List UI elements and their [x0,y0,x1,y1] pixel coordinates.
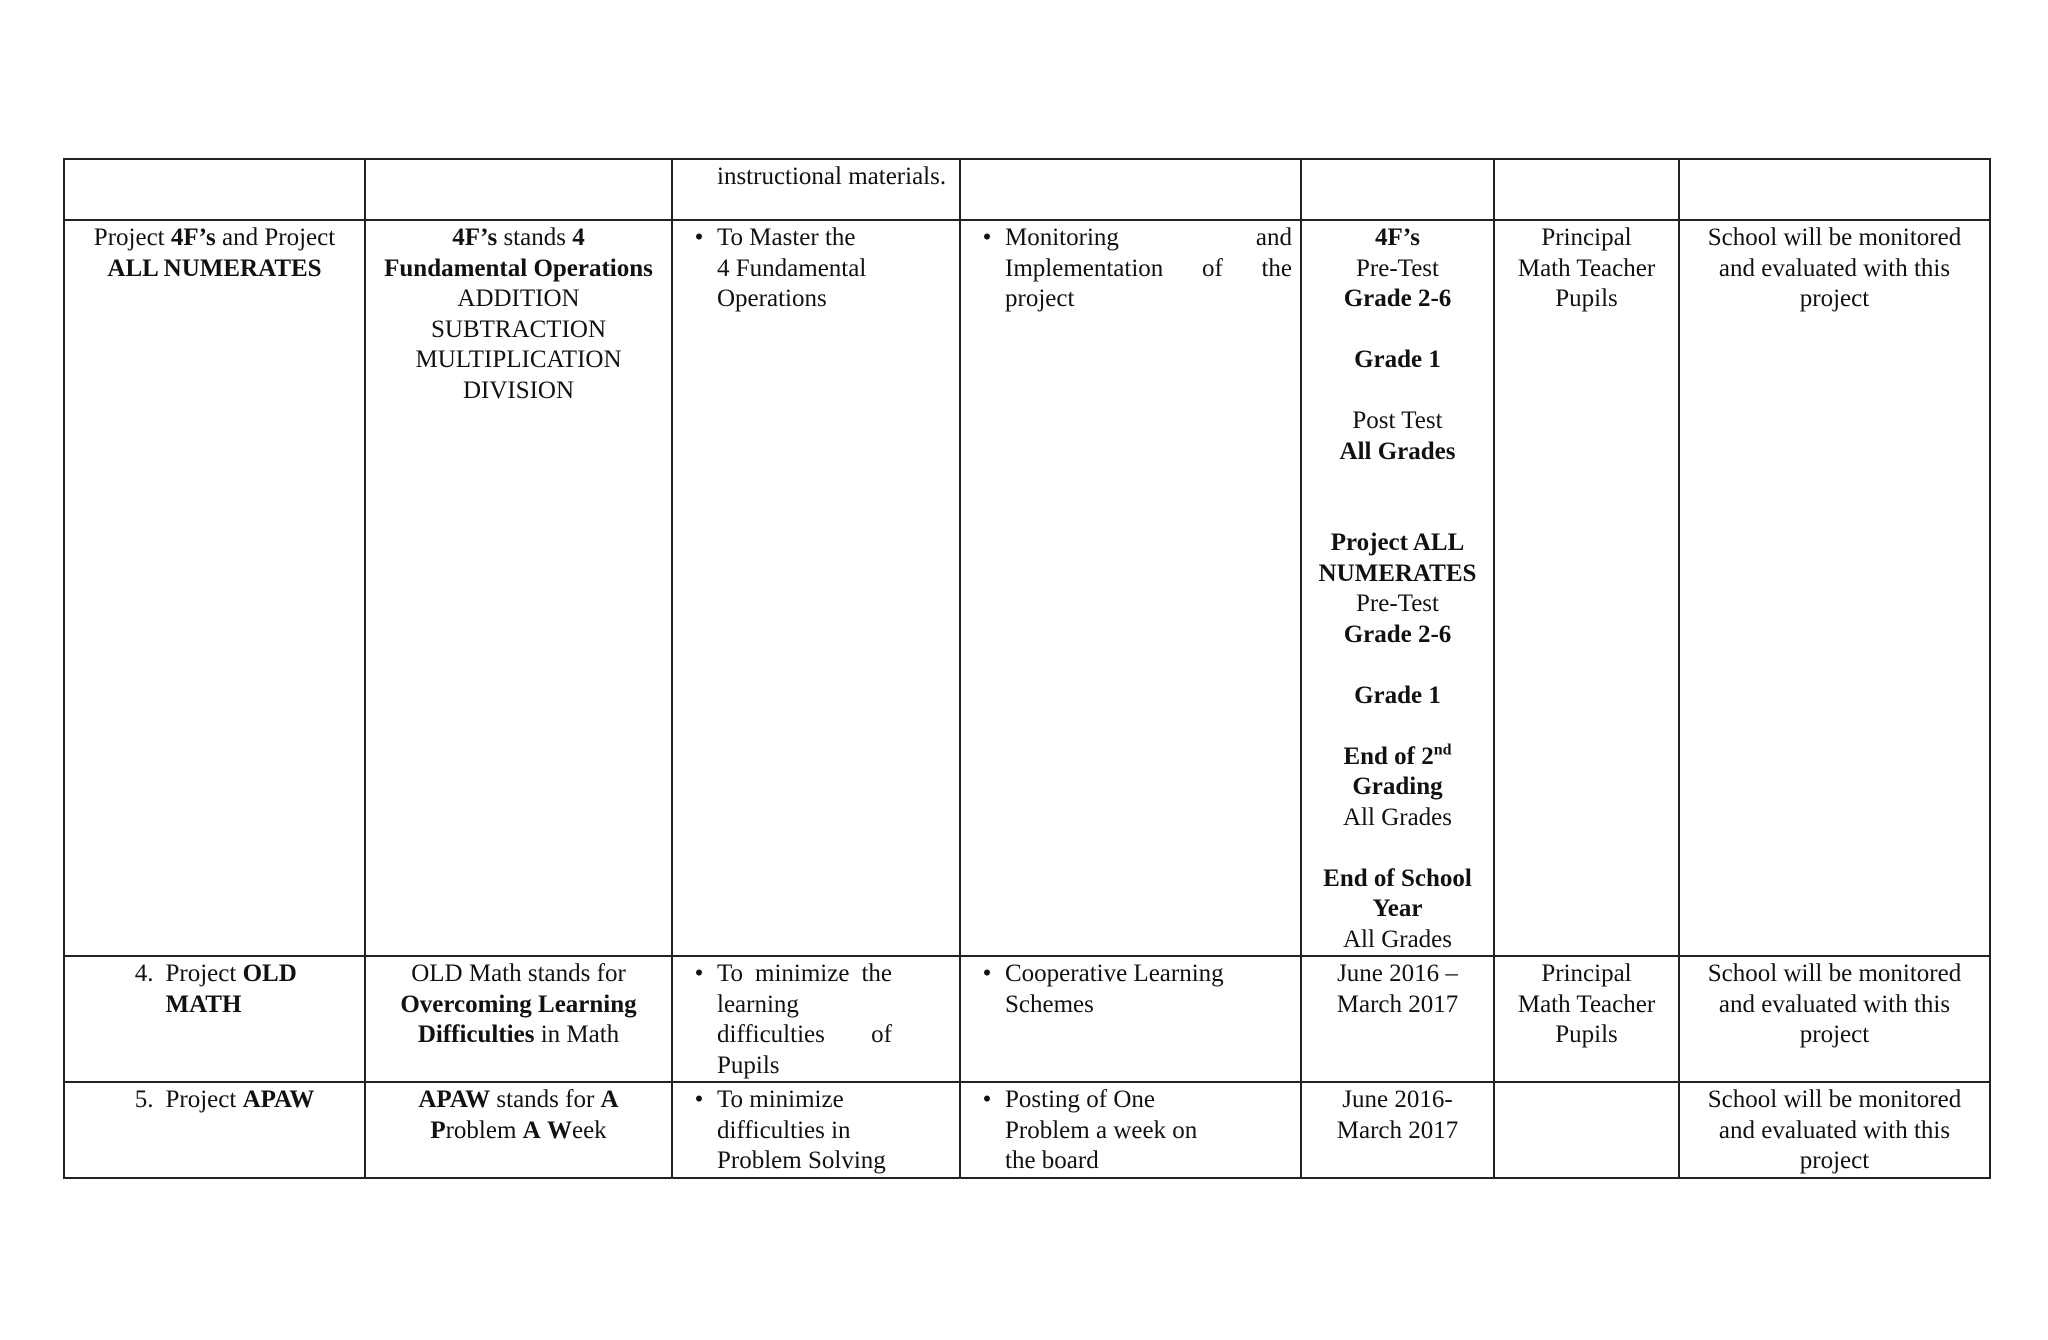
remarks-text: School will be monitored and evaluated with this project [1707,1086,1962,1174]
objective-cell [672,159,960,220]
project-cell [64,159,365,220]
schedule-cell [1301,159,1494,220]
schedule-cell: June 2016 – March 2017 [1301,956,1494,1082]
description-cell: APAW stands for A Problem A Week [365,1082,672,1178]
description-cell [365,159,672,220]
remarks-text: School will be monitored and evaluated with this project [1707,224,1962,312]
strategy-cell [960,1082,1301,1178]
remarks-cell [1679,1082,1990,1178]
list-item: MULTIPLICATION [415,346,622,373]
strategy-text: Cooperative Learning Schemes [1005,960,1224,1018]
project-name: APAW [242,1086,315,1113]
description-cell: OLD Math stands for Overcoming Learning Difficulties in Math [365,956,672,1082]
table-row [64,159,1990,220]
persons-cell: Principal Math Teacher Pupils [1494,956,1679,1082]
objective-cell [672,220,960,956]
action-plan-table [63,158,1991,1179]
project-name: 4F’s [170,224,216,251]
persons-cell [1494,159,1679,220]
objective-text: To minimize difficulties in Problem Solving [717,1086,886,1174]
remarks-cell [1679,220,1990,956]
project-cell: 4. Project OLD MATH [64,956,365,1082]
strategy-text: Posting of One Problem a week on the board [1005,1086,1198,1174]
objective-text: To minimize the learning difficulties of Pupils [717,960,892,1079]
list-item: ADDITION [457,285,580,312]
objective-cell [672,956,960,1082]
objective-text: To Master the 4 Fundamental Operations [717,224,867,312]
remarks-cell [1679,159,1990,220]
persons-cell: Principal Math Teacher Pupils [1494,220,1679,956]
project-cell: 5. Project APAW [64,1082,365,1178]
row-number: 4. [134,960,154,987]
objective-text: instructional materials. [717,163,947,190]
table-row [64,956,1990,1082]
bullet-icon: • [694,1086,704,1113]
table-row [64,1082,1990,1178]
schedule-cell: 4F’s Pre-Test Grade 2-6 Grade 1 Post Test All Grades Project ALL NUMERATES Pre-Test Grade 2-6 Grade 1 End of 2nd Grading All Grades End of School Year All Grades [1301,220,1494,956]
remarks-text: School will be monitored and evaluated with this project [1707,960,1962,1048]
bullet-icon: • [694,224,704,251]
table-row [64,220,1990,956]
project-name: ALL NUMERATES [107,254,322,282]
strategy-cell [960,956,1301,1082]
persons-cell [1494,1082,1679,1178]
remarks-cell [1679,956,1990,1082]
row-number: 5. [134,1086,154,1113]
bullet-icon: • [982,1086,992,1113]
objective-cell [672,1082,960,1178]
project-cell: Project 4F’s and Project ALL NUMERATES [64,220,365,956]
list-item: DIVISION [462,376,575,404]
description-cell: 4F’s stands 4 Fundamental Operations ADDITION SUBTRACTION MULTIPLICATION DIVISION [365,220,672,956]
strategy-cell [960,159,1301,220]
bullet-icon: • [694,960,704,987]
bullet-icon: • [982,960,992,987]
project-name: OLD MATH [165,960,297,1018]
schedule-cell: June 2016- March 2017 [1301,1082,1494,1178]
bullet-icon: • [982,224,992,251]
strategy-text: Monitoring and Implementation of the project [1005,224,1292,312]
strategy-cell [960,220,1301,956]
list-item: SUBTRACTION [430,315,606,343]
